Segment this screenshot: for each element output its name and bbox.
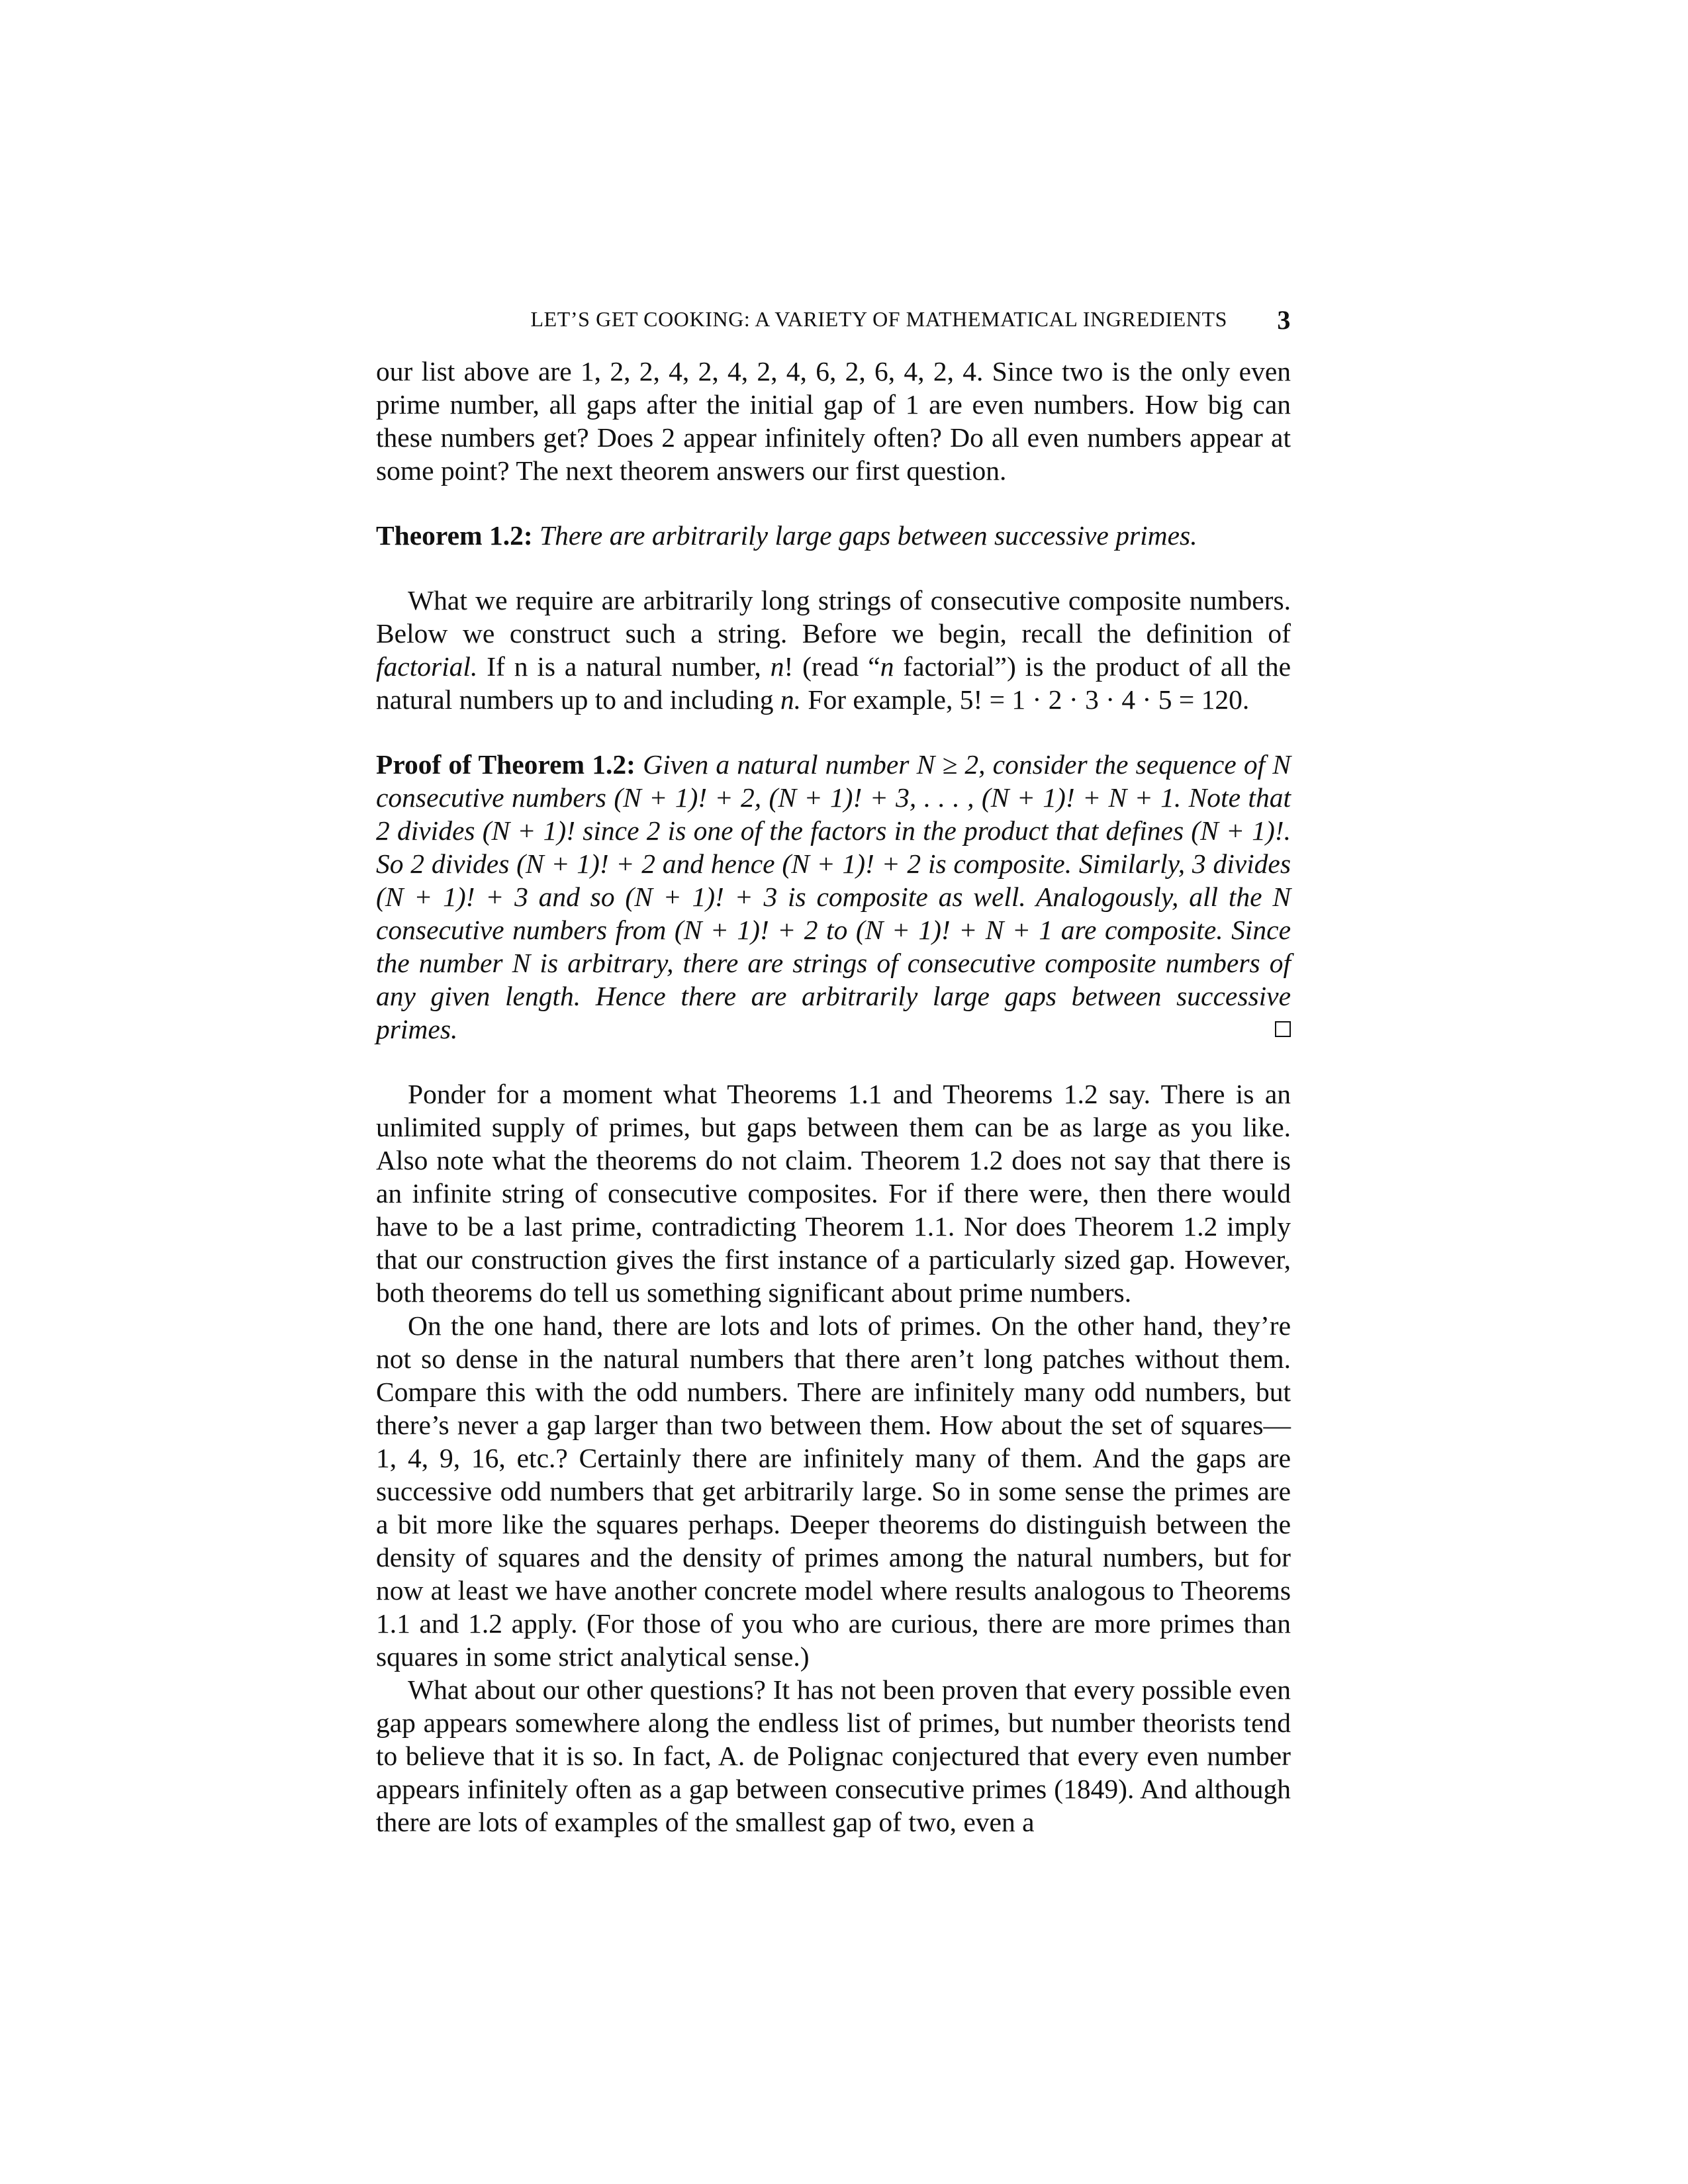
theorem-statement: There are arbitrarily large gaps between successive primes. bbox=[539, 520, 1197, 551]
running-title: LET’S GET COOKING: A VARIETY OF MATHEMATICAL INGREDIENTS bbox=[530, 307, 1227, 331]
factorial-text-c: ! (read “ bbox=[784, 651, 880, 682]
qed-square-icon bbox=[1275, 1021, 1291, 1037]
proof-label: Proof of Theorem 1.2: bbox=[376, 749, 635, 780]
factorial-text-d: factorial”) is the product of all the natural numbers up to and including bbox=[376, 651, 1291, 715]
paragraph-density: On the one hand, there are lots and lots of primes. On the other hand, they’re not so dense in the natural numbers that there aren’t long patches without them. Compare this with the odd numbers. There are infinitely many odd numbers, but there’s never a gap larger than two between them. How about the set of squares—1, 4, 9, 16, etc.? Certainly there are infinitely many of them. And the gaps are successive odd numbers that get arbitrarily large. So in some sense the primes are a bit more like the squares perhaps. Deeper theorems do distinguish between the density of squares and the density of primes among the natural numbers, but for now at least we have another concrete model where results analogous to Theorems 1.1 and 1.2 apply. (For those of you who are curious, there are more primes than squares in some strict analytical sense.) bbox=[376, 1310, 1291, 1672]
factorial-text-e: For example, 5! = 1 · 2 · 3 · 4 · 5 = 120. bbox=[800, 684, 1250, 715]
paragraph-gaps-intro: our list above are 1, 2, 2, 4, 2, 4, 2, 4, 6, 2, 6, 4, 2, 4. Since two is the only even prime number, all gaps after the initial gap of 1 are even numbers. How big can these numbers get? Does 2 appear infinitely often? Do all even numbers appear at some point? The next theorem answers our first question. bbox=[376, 356, 1291, 486]
theorem-label: Theorem 1.2: bbox=[376, 520, 533, 551]
running-head bbox=[376, 304, 1291, 336]
book-page bbox=[376, 304, 1291, 1839]
proof-text: Given a natural number N ≥ 2, consider the sequence of N consecutive numbers (N + 1)! + 2, (N + 1)! + 3, . . . , (N + 1)! + N + 1. Note that 2 divides (N + 1)! since 2 is one of the factors in the product that defines (N + 1)!. So 2 divides (N + 1)! + 2 and hence (N + 1)! + 2 is composite. Similarly, 3 divides (N + 1)! + 3 and so (N + 1)! + 3 is composite as well. Analogously, all the N consecutive numbers from (N + 1)! + 2 to (N + 1)! + N + 1 are composite. Since the number N is arbitrary, there are strings of consecutive composite numbers of any given length. Hence there are arbitrarily large gaps between successive primes. bbox=[376, 749, 1291, 1044]
factorial-n2: n bbox=[880, 651, 894, 682]
body-text bbox=[376, 355, 1291, 1839]
factorial-n: n bbox=[770, 651, 784, 682]
factorial-text-a: What we require are arbitrarily long strings of consecutive composite numbers. Below we construct such a string. Before we begin, recall the definition of bbox=[376, 585, 1291, 649]
theorem-1-2 bbox=[376, 519, 1291, 552]
factorial-n3: n. bbox=[780, 684, 801, 715]
factorial-text-b: If n is a natural number, bbox=[477, 651, 771, 682]
paragraph-factorial bbox=[376, 584, 1291, 716]
page-number: 3 bbox=[1277, 305, 1291, 335]
paragraph-polignac: What about our other questions? It has not been proven that every possible even gap appears somewhere along the endless list of primes, but number theorists tend to believe that it is so. In fact, A. de Polignac conjectured that every even number appears infinitely often as a gap between consecutive primes (1849). And although there are lots of examples of the smallest gap of two, even a bbox=[376, 1674, 1291, 1837]
proof-theorem-1-2 bbox=[376, 748, 1291, 1046]
paragraph-ponder: Ponder for a moment what Theorems 1.1 and Theorems 1.2 say. There is an unlimited supply of primes, but gaps between them can be as large as you like. Also note what the theorems do not claim. Theorem 1.2 does not say that there is an infinite string of consecutive composites. For if there were, then there would have to be a last prime, contradicting Theorem 1.1. Nor does Theorem 1.2 imply that our construction gives the first instance of a particularly sized gap. However, both theorems do tell us something significant about prime numbers. bbox=[376, 1079, 1291, 1308]
factorial-term: factorial. bbox=[376, 651, 478, 682]
